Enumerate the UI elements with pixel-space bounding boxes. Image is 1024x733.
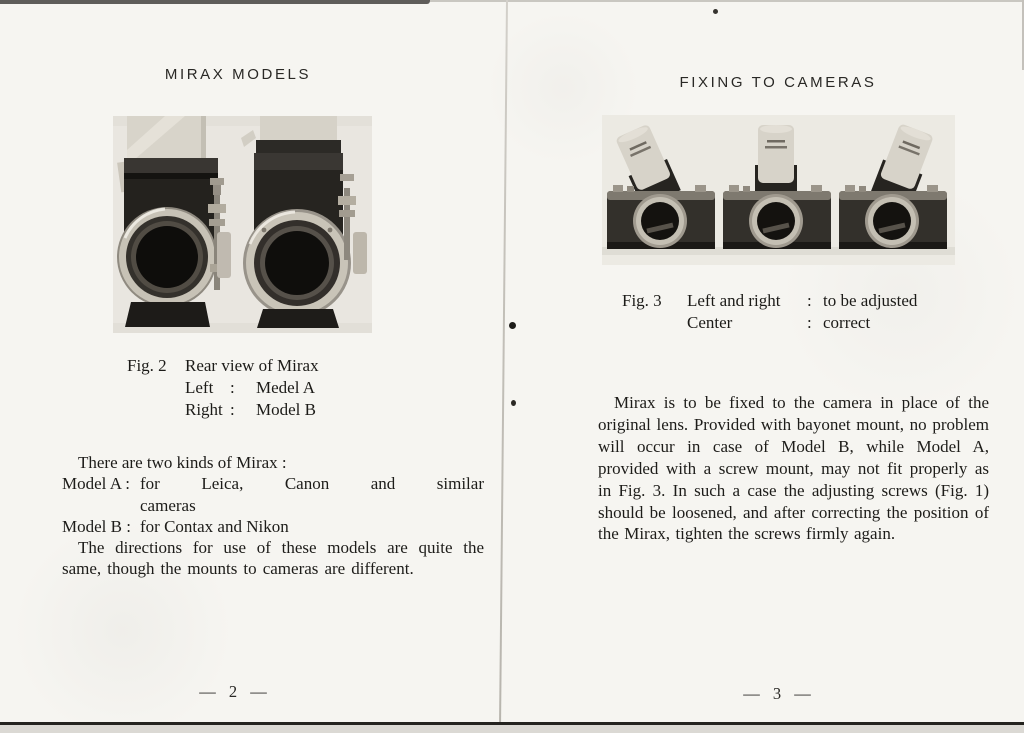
fig3-row-name: Left and right [687,291,781,310]
fig3-row-value: to be adjusted [823,291,918,310]
page-number-left: — 2 — [199,682,267,701]
fig2-caption [127,355,319,421]
fig2-row-name: Right [185,400,223,419]
fig2-caption-rows [185,377,319,421]
fig3-row-name: Center [687,313,733,332]
fig3-photograph [602,115,955,265]
fig3-caption [622,290,917,334]
fig3-row-value: correct [823,313,871,332]
fig2-row-value: Model B [256,400,316,419]
model-a-text [140,473,484,516]
model-a-row [62,473,484,516]
fig3-row-colon: : [807,313,812,332]
fig2-photograph [113,116,372,333]
model-b-row [62,516,484,537]
fig2-row-colon: : [230,400,235,419]
fig2-caption-title: Rear view of Mirax [185,356,319,375]
model-b-text: for Contax and Nikon [140,516,289,536]
fig3-caption-rows [687,290,917,334]
left-page-title: MIRAX MODELS [164,66,312,84]
closing-paragraph: The directions for use of these models are quite the same, though the mounts to cameras are different. [62,538,484,579]
model-a-label: Model A : [62,474,131,494]
model-b-label: Model B : [62,516,131,536]
fig2-caption-label: Fig. 2 [127,356,167,375]
fig3-caption-label: Fig. 3 [622,291,662,310]
left-page [0,0,508,733]
fig2-caption-body [185,355,319,421]
fig2-row-name: Left [185,378,214,397]
intro-line: There are two kinds of Mirax : [78,453,287,472]
fig2-row-colon: : [230,378,235,397]
right-page-body: Mirax is to be fixed to the camera in place of the original lens. Provided with bayonet mount, no problem will occur in case of Model B, while Model A, provided with a screw mount, may not fit properly as in Fig. 3. In such a case the adjusting screws (Fig. 1) should be loosened, and after correcting the position of the Mirax, tighten the screws firmly again. [598,393,989,544]
right-page [508,0,1024,733]
fig2-row-value: Medel A [256,378,316,397]
page-number-right: — 3 — [743,684,811,703]
fig3-row-colon: : [807,291,812,310]
model-a-line2: cameras [140,495,196,515]
model-a-line1: for Leica, Canon and similar [140,474,484,494]
right-page-title: FIXING TO CAMERAS [679,74,877,92]
left-page-body [62,452,484,580]
